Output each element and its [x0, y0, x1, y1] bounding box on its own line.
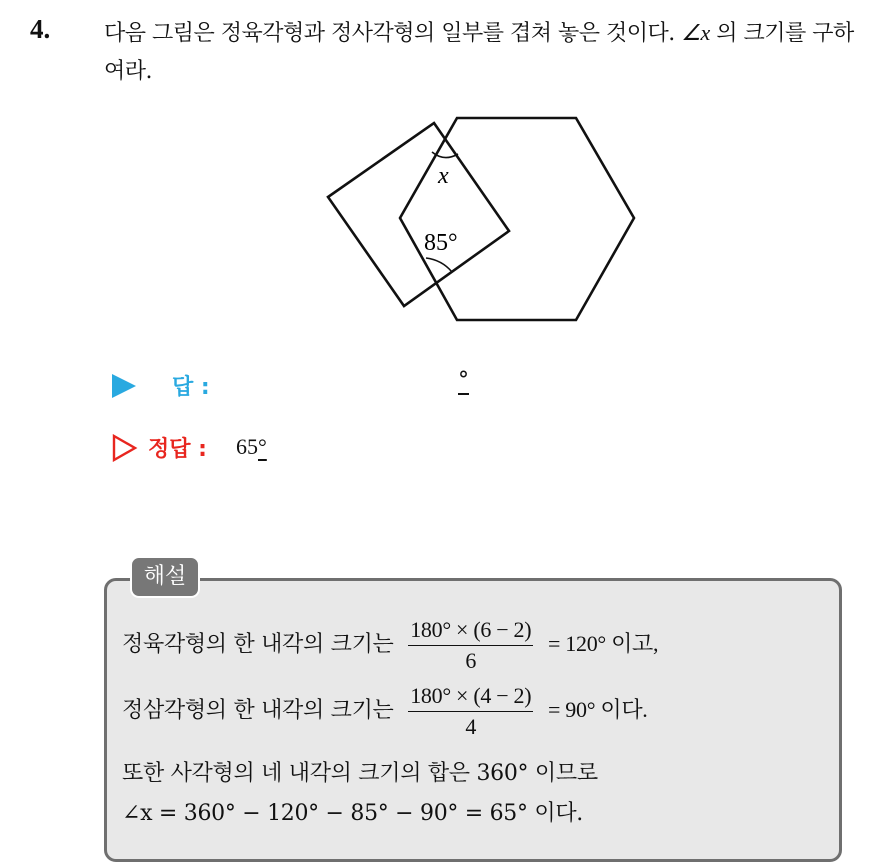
line2-text: 정삼각형의 한 내각의 크기는 — [122, 698, 394, 723]
solution-line-3: 또한 사각형의 네 내각의 크기의 합은 360° 이므로 — [122, 761, 598, 786]
question-text-before: 다음 그림은 정육각형과 정사각형의 일부를 겹쳐 놓은 것이다. — [104, 21, 682, 46]
correct-value-number: 65 — [236, 434, 258, 459]
angle-symbol: ∠x — [681, 20, 710, 45]
fraction-numerator: 180° × (6 − 2) — [408, 615, 533, 646]
play-triangle-icon — [112, 374, 136, 398]
hexagon-angle-fraction — [408, 615, 533, 676]
question-text — [104, 14, 874, 91]
line1-text: 정육각형의 한 내각의 크기는 — [122, 632, 394, 657]
question-number: 4. — [30, 14, 51, 44]
fraction-denominator: 4 — [465, 713, 477, 739]
solution-line-4: ∠x = 360° − 120° − 85° − 90° = 65° 이다. — [122, 801, 583, 826]
answer-label: 답 : — [172, 375, 210, 400]
solution-line-1 — [122, 612, 658, 676]
label-x: x — [438, 163, 449, 189]
fraction-numerator: 180° × (4 − 2) — [408, 681, 533, 712]
solution-line-2 — [122, 678, 648, 742]
solution-tab: 해설 — [130, 556, 200, 598]
fraction-denominator: 6 — [465, 647, 477, 673]
line2-result: = 90° 이다. — [548, 697, 648, 722]
answer-blank-unit[interactable]: ° — [458, 368, 469, 393]
correct-value-unit: ° — [258, 434, 267, 459]
answer-row — [112, 368, 512, 404]
geometry-figure — [318, 110, 648, 330]
hexagon-shape — [400, 118, 634, 320]
correct-answer-row — [112, 430, 512, 466]
question-text-after: 의 크기를 구하여라. — [104, 21, 854, 84]
outline-triangle-icon — [112, 434, 138, 462]
square-angle-fraction — [408, 681, 533, 742]
label-85-degrees: 85° — [424, 230, 458, 256]
line1-result: = 120° 이고, — [548, 631, 659, 656]
square-shape — [328, 123, 509, 306]
correct-answer-label: 정답 : — [148, 437, 207, 462]
correct-answer-value — [236, 434, 267, 460]
